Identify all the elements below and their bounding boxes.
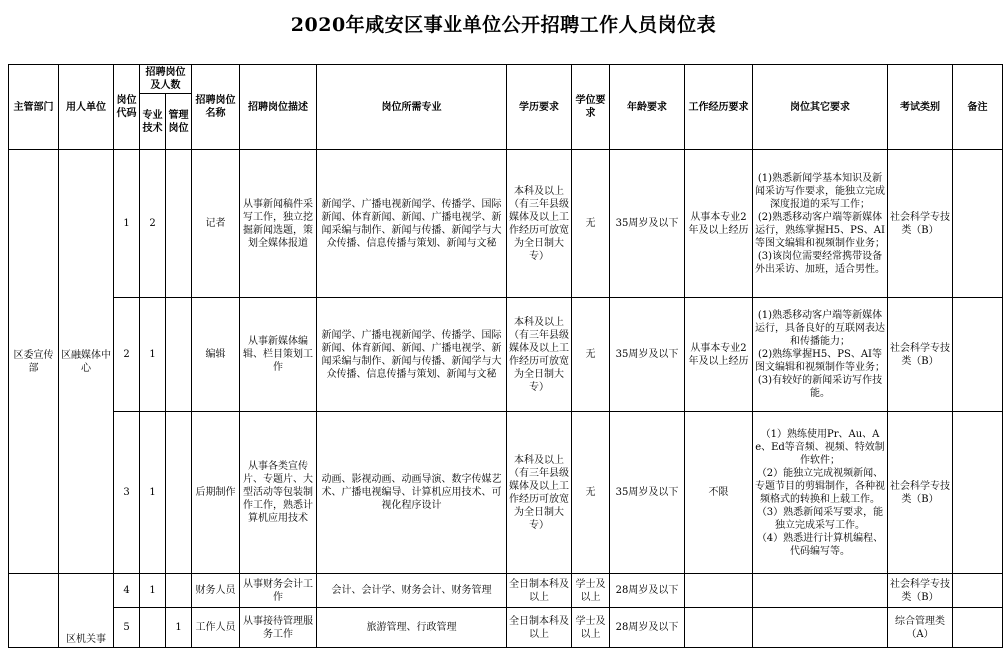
cell-major: 新闻学、广播电视新闻学、传播学、国际新闻、体育新闻、新闻、广播电视学、新闻采编与制作、新闻与传播、新闻学与大众传播、信息传播与策划、新闻与文秘	[317, 298, 507, 412]
cell-experience: 不限	[685, 412, 753, 574]
cell-age: 35周岁及以下	[610, 298, 685, 412]
cell-exam: 社会科学专技类（B）	[888, 298, 953, 412]
cell-education: 本科及以上（有三年县级媒体及以上工作经历可放宽为全日制大专）	[507, 150, 572, 298]
cell-post-name: 记者	[192, 150, 240, 298]
header-age: 年龄要求	[610, 65, 685, 150]
page-title: 2020年咸安区事业单位公开招聘工作人员岗位表	[290, 14, 717, 36]
cell-degree: 无	[572, 150, 610, 298]
cell-mgmt	[166, 574, 192, 608]
cell-code: 5	[114, 608, 140, 648]
cell-employer: 区融媒体中心	[59, 150, 114, 574]
cell-tech: 2	[140, 150, 166, 298]
cell-degree: 学士及以上	[572, 608, 610, 648]
cell-major: 旅游管理、行政管理	[317, 608, 507, 648]
cell-other	[753, 574, 888, 608]
cell-department	[9, 574, 59, 648]
header-experience: 工作经历要求	[685, 65, 753, 150]
header-department: 主管部门	[9, 65, 59, 150]
cell-degree: 无	[572, 412, 610, 574]
cell-education: 本科及以上（有三年县级媒体及以上工作经历可放宽为全日制大专）	[507, 412, 572, 574]
cell-tech: 1	[140, 298, 166, 412]
cell-remarks	[953, 412, 1003, 574]
cell-major: 新闻学、广播电视新闻学、传播学、国际新闻、体育新闻、新闻、广播电视学、新闻采编与制作、新闻与传播、新闻学与大众传播、信息传播与策划、新闻与文秘	[317, 150, 507, 298]
cell-tech	[140, 608, 166, 648]
cell-tech: 1	[140, 574, 166, 608]
cell-post-name: 编辑	[192, 298, 240, 412]
cell-age: 35周岁及以下	[610, 150, 685, 298]
table-row	[9, 298, 1003, 412]
cell-major: 动画、影视动画、动画导演、数字传媒艺术、广播电视编导、计算机应用技术、可视化程序设计	[317, 412, 507, 574]
header-post-code: 岗位代码	[114, 65, 140, 150]
header-post-name: 招聘岗位名称	[192, 65, 240, 150]
header-management: 管理岗位	[166, 94, 192, 150]
table-row	[9, 608, 1003, 648]
cell-experience: 从事本专业2年及以上经历	[685, 298, 753, 412]
cell-remarks	[953, 150, 1003, 298]
cell-experience: 从事本专业2年及以上经历	[685, 150, 753, 298]
cell-post-name: 财务人员	[192, 574, 240, 608]
header-professional-tech: 专业技术	[140, 94, 166, 150]
cell-exam: 社会科学专技类（B）	[888, 150, 953, 298]
cell-experience	[685, 574, 753, 608]
cell-age: 35周岁及以下	[610, 412, 685, 574]
cell-age: 28周岁及以下	[610, 574, 685, 608]
cell-tech: 1	[140, 412, 166, 574]
cell-mgmt	[166, 412, 192, 574]
cell-education: 全日制本科及以上	[507, 574, 572, 608]
cell-remarks	[953, 298, 1003, 412]
cell-code: 3	[114, 412, 140, 574]
cell-other	[753, 608, 888, 648]
cell-mgmt	[166, 150, 192, 298]
header-other: 岗位其它要求	[753, 65, 888, 150]
header-degree: 学位要求	[572, 65, 610, 150]
cell-code: 1	[114, 150, 140, 298]
cell-post-name: 后期制作	[192, 412, 240, 574]
cell-other: (1)熟悉移动客户端等新媒体运行，具备良好的互联网表达和传播能力； (2)熟练掌握H5、PS、AI等图文编辑和视频制作等业务； (3)有较好的新闻采访写作技能。	[753, 298, 888, 412]
cell-code: 2	[114, 298, 140, 412]
cell-mgmt	[166, 298, 192, 412]
header-remarks: 备注	[953, 65, 1003, 150]
cell-post-desc: 从事新媒体编辑、栏目策划工作	[240, 298, 317, 412]
cell-major: 会计、会计学、财务会计、财务管理	[317, 574, 507, 608]
cell-department: 区委宣传部	[9, 150, 59, 574]
cell-remarks	[953, 608, 1003, 648]
cell-experience	[685, 608, 753, 648]
cell-education: 本科及以上（有三年县级媒体及以上工作经历可放宽为全日制大专）	[507, 298, 572, 412]
cell-mgmt: 1	[166, 608, 192, 648]
header-post-count-group: 招聘岗位及人数	[140, 65, 192, 94]
positions-table	[8, 64, 1003, 648]
cell-degree: 无	[572, 298, 610, 412]
table-row	[9, 412, 1003, 574]
cell-code: 4	[114, 574, 140, 608]
cell-remarks	[953, 574, 1003, 608]
cell-exam: 综合管理类（A）	[888, 608, 953, 648]
header-employer: 用人单位	[59, 65, 114, 150]
cell-age: 28周岁及以下	[610, 608, 685, 648]
cell-employer: 区机关事	[59, 574, 114, 648]
cell-post-desc: 从事各类宣传片、专题片、大型活动等包装制作工作，熟悉计算机应用技术	[240, 412, 317, 574]
cell-post-desc: 从事财务会计工作	[240, 574, 317, 608]
cell-degree: 学士及以上	[572, 574, 610, 608]
cell-other: （1）熟练使用Pr、Au、Ae、Ed等音频、视频、特效制作软件； （2）能独立完成视频新闻、专题节目的剪辑制作，各种视频格式的转换和上载工作。 （3）熟悉新闻采写要求，能独立完成采写工作。 （4）熟悉进行计算机编程、代码编写等。	[753, 412, 888, 574]
header-exam-type: 考试类别	[888, 65, 953, 150]
cell-post-desc: 从事新闻稿件采写工作，独立挖掘新闻选题，策划全媒体报道	[240, 150, 317, 298]
header-post-desc: 招聘岗位描述	[240, 65, 317, 150]
header-major: 岗位所需专业	[317, 65, 507, 150]
cell-education: 全日制本科及以上	[507, 608, 572, 648]
cell-post-desc: 从事接待管理服务工作	[240, 608, 317, 648]
cell-other: (1)熟悉新闻学基本知识及新闻采访写作要求，能独立完成深度报道的采写工作； (2)熟悉移动客户端等新媒体运行，熟练掌握H5、PS、AI等图文编辑和视频制作业务； (3)该岗位需要经常携带设备外出采访、加班，适合男性。	[753, 150, 888, 298]
cell-exam: 社会科学专技类（B）	[888, 574, 953, 608]
cell-exam: 社会科学专技类（B）	[888, 412, 953, 574]
table-row	[9, 150, 1003, 298]
header-education: 学历要求	[507, 65, 572, 150]
table-row	[9, 574, 1003, 608]
cell-post-name: 工作人员	[192, 608, 240, 648]
